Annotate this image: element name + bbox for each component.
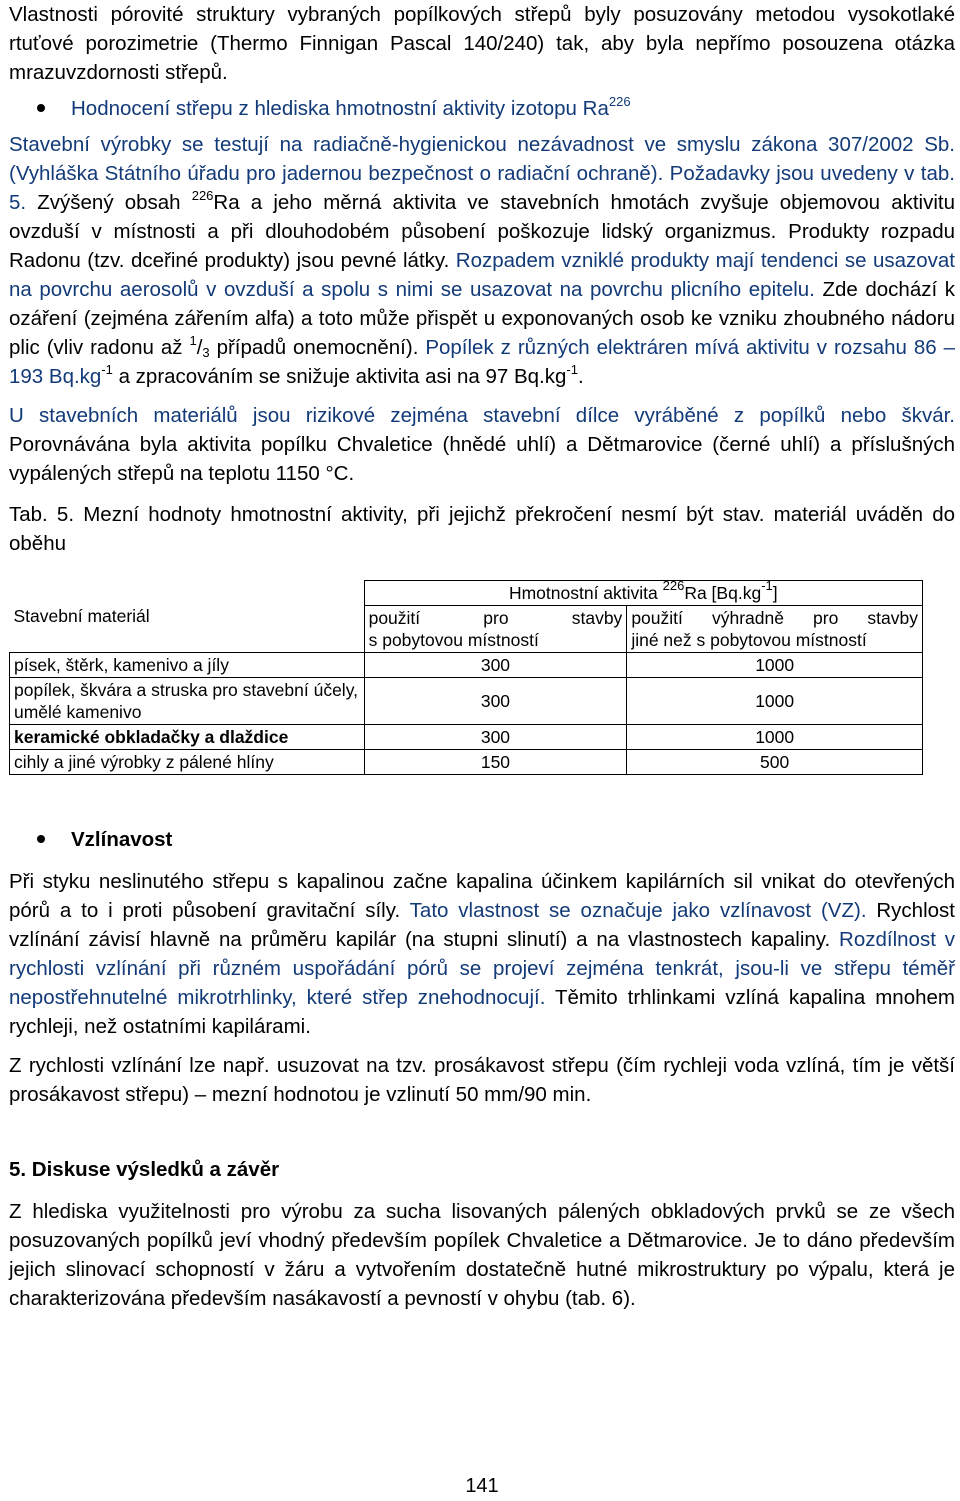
capillarity-bullet-heading: [9, 825, 955, 854]
materials-paragraph: U stavebních materiálů jsou rizikové zejména stavební dílce vyráběné z popílků nebo škvár. Porovnávána byla aktivita popílku Chvaletice (hnědé uhlí) a Dětmarovice (černé uhlí) a příslušných vypálených střepů na teplotu 1150 °C.: [9, 404, 955, 485]
radium-paragraph: Stavební výrobky se testují na radiačně-hygienickou nezávadnost ve smyslu zákona 307/2002 Sb. (Vyhláška Státního úřadu pro jadernou bezpečnost o radiační ochraně). Požadavky jsou uvedeny v tab. 5. Zvýšený obsah $^{226}$Ra a jeho měrná aktivita ve stavebních hmotách zvyšuje objemovou aktivitu ovzduší v místnosti a při dlouhodobém působení poškozuje lidský organizmus. Produkty rozpadu Radonu (tzv. dceřiné produkty) jsou pevné látky. Rozpadem vzniklé produkty mají tendenci se usazovat na povrchu aerosolů v ovzduší a spolu s nimi se usazovat na povrchu plicního epitelu. Zde dochází k ozáření (zejména zářením alfa) a toto může přispět u exponovaných osob ke vzniku zhoubného nádoru plic (vliv radonu až $^1/_3$ případů onemocnění). Popílek z různých elektráren mívá aktivitu v rozsahu 86 – 193 $Bq.kg^{-1}$ a zpracováním se snižuje aktivita asi na 97 $Bq.kg^{-1}$.: [9, 133, 955, 388]
bullet-heading-text: Hodnocení střepu z hlediska hmotnostní aktivity izotopu Ra: [71, 97, 609, 120]
table-caption: Tab. 5. Mezní hodnoty hmotnostní aktivity, při jejichž překročení nesmí být stav. materiál uváděn do oběhu: [9, 503, 955, 555]
capillarity-paragraph: Při styku neslinutého střepu s kapalinou začne kapalina účinkem kapilárních sil vnikat do otevřených pórů a to i proti působení gravitační síly. Tato vlastnost se označuje jako vzlínavost (VZ). Rychlost vzlínání závisí hlavně na průměru kapilár (na stupni slinutí) a na vlastnostech kapaliny. Rozdílnost v rychlosti vzlínání při různém uspořádání pórů se projeví zejména tenkrát, jsou-li ve střepu téměř nepostřehnutelné mikrotrhlinky, které střep znehodnocují. Těmito trhlinkami vzlíná kapalina mnohem rychleji, než ostatními kapilárami.: [9, 870, 955, 1038]
bullet-icon: [9, 94, 71, 123]
column-group-header: Hmotnostní aktivita $^{226}$Ra $[Bq.kg^{-1}]$: [364, 581, 922, 606]
isotope-superscript: 226: [608, 94, 631, 109]
bullet-icon: [9, 825, 71, 854]
table-row: cihly a jiné výrobky z pálené hlíny 150 500: [10, 750, 923, 775]
permeability-paragraph: Z rychlosti vzlínání lze např. usuzovat na tzv. prosákavost střepu (čím rychleji voda vzlíná, tím je větší prosákavost střepu) – mezní hodnotou je vzlinutí 50 mm/90 min.: [9, 1054, 955, 1106]
column-header-residential: použití pro stavby s pobytovou místností: [364, 606, 627, 653]
table-row: písek, štěrk, kamenivo a jíly 300 1000: [10, 653, 923, 678]
activity-limits-table: [9, 580, 923, 775]
section-heading: 5. Diskuse výsledků a závěr: [9, 1158, 280, 1181]
column-header-non-residential: použití výhradně pro stavby jiné než s pobytovou místností: [627, 606, 923, 653]
table-row: keramické obkladačky a dlaždice 300 1000: [10, 725, 923, 750]
document-page: [9, 0, 955, 1497]
conclusion-paragraph: Z hlediska využitelnosti pro výrobu za sucha lisovaných pálených obkladových prvků se ze všech posuzovaných popílků jeví vhodný především popílek Chvaletice a Dětmarovice. Je to dáno především jejich slinovací schopností v žáru a vytvořením dostatečně hutné mikrostruktury po výpalu, která je charakterizována především nasákavostí a pevností v ohybu (tab. 6).: [9, 1200, 955, 1310]
page-number: 141: [465, 1475, 499, 1497]
radium-bullet-heading: [9, 94, 955, 123]
intro-paragraph: Vlastnosti pórovité struktury vybraných popílkových střepů byly posuzovány metodou vysokotlaké rtuťové porozimetrie (Thermo Finnigan Pascal 140/240) tak, aby byla nepřímo posouzena otázka mrazuvzdornosti střepů.: [9, 3, 955, 84]
column-header-material: Stavební materiál: [13, 606, 150, 627]
table-row: popílek, škvára a struska pro stavební účely, umělé kamenivo 300 1000: [10, 678, 923, 725]
bullet-heading-text: Vzlínavost: [71, 828, 173, 851]
